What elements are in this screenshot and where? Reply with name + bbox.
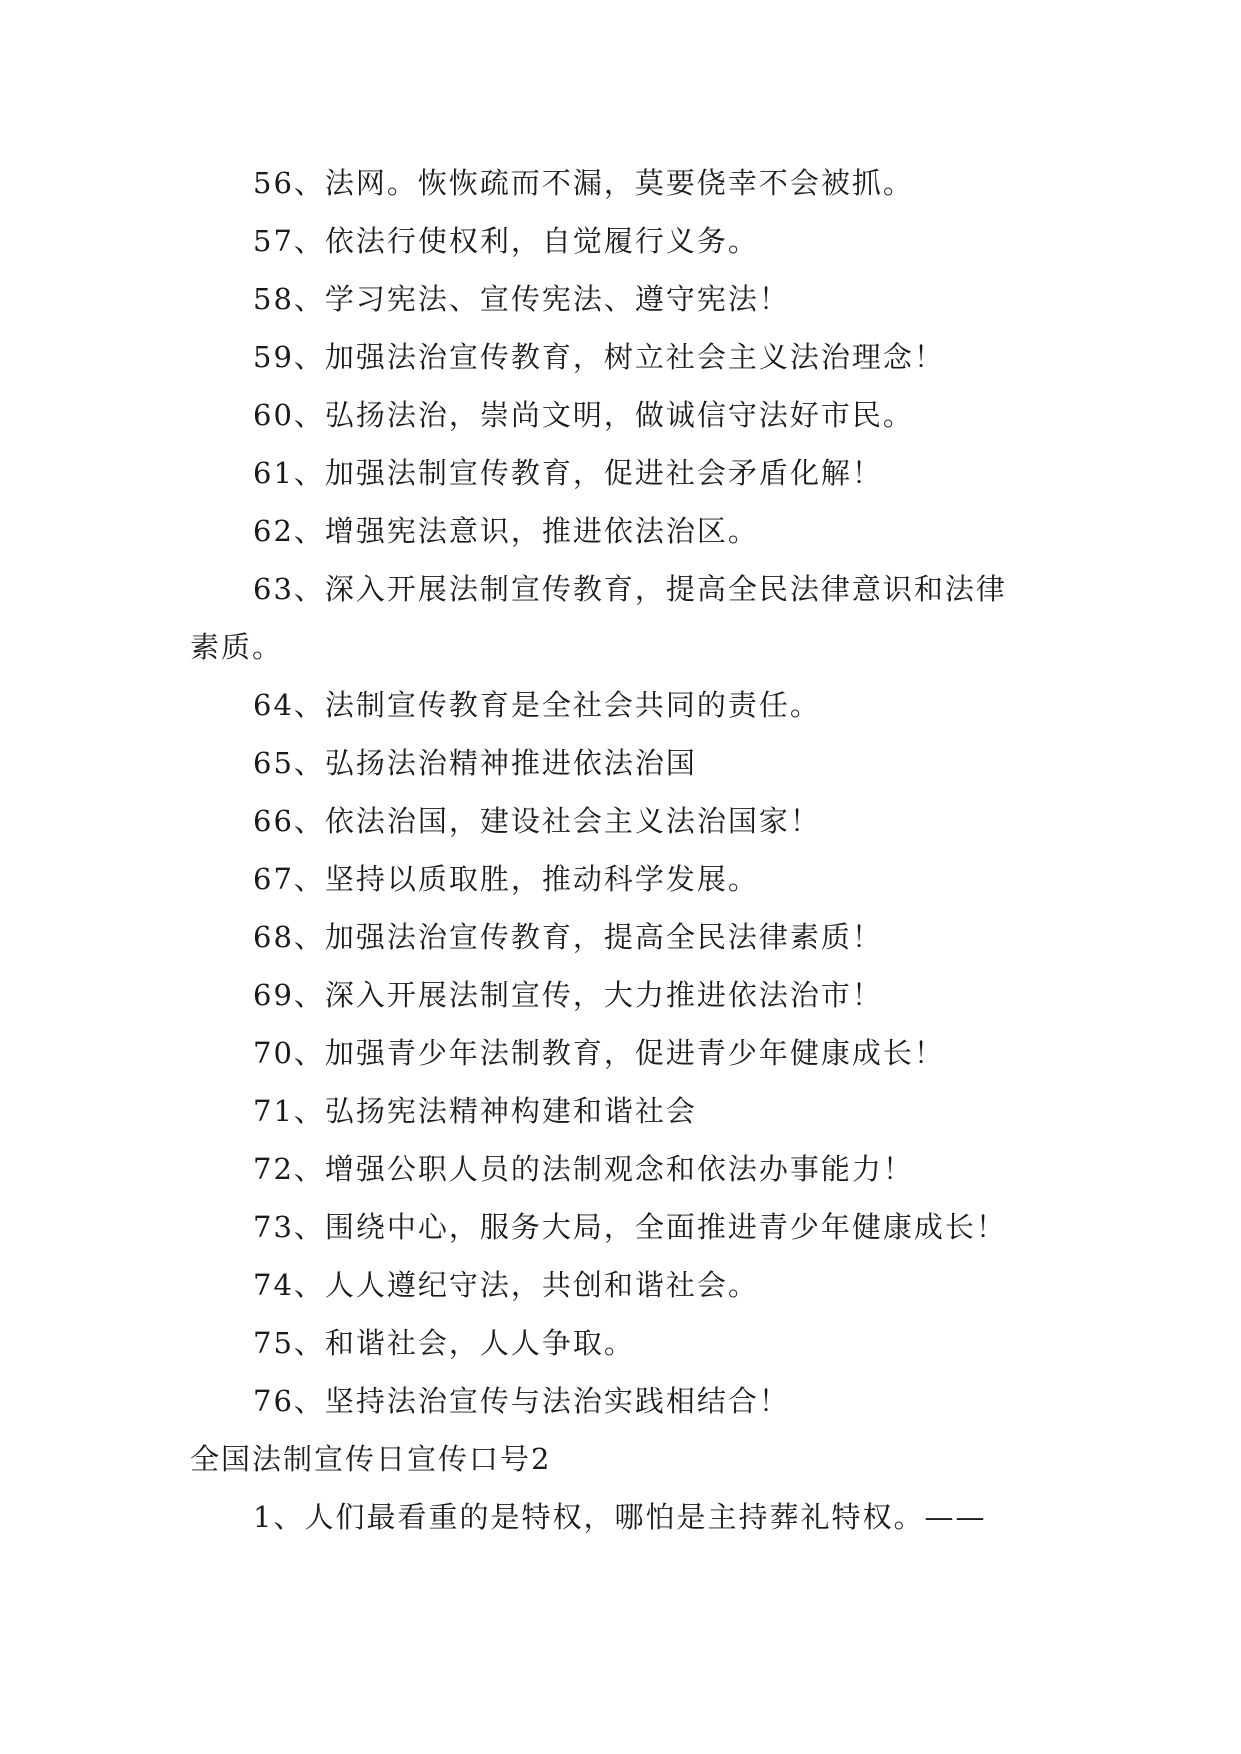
slogan-line-76: 76、坚持法治宣传与法治实践相结合！ [253,1384,790,1418]
slogan-line-68: 68、加强法治宣传教育，提高全民法律素质！ [253,920,883,954]
slogan-line-70: 70、加强青少年法制教育，促进青少年健康成长！ [253,1036,945,1070]
slogan-line-65: 65、弘扬法治精神推进依法治国 [253,746,697,780]
slogan-line-58: 58、学习宪法、宣传宪法、遵守宪法！ [253,282,790,316]
slogan-line-1: 1、人们最看重的是特权，哪怕是主持葬礼特权。—— [253,1500,987,1534]
slogan-line-63-continued: 素质。 [190,630,284,664]
slogan-line-72: 72、增强公职人员的法制观念和依法办事能力！ [253,1152,914,1186]
slogan-line-56: 56、法网。恢恢疏而不漏，莫要侥幸不会被抓。 [253,166,914,200]
slogan-line-66: 66、依法治国，建设社会主义法治国家！ [253,804,821,838]
slogan-line-59: 59、加强法治宣传教育，树立社会主义法治理念！ [253,340,945,374]
slogan-line-57: 57、依法行使权利，自觉履行义务。 [253,224,759,258]
slogan-line-74: 74、人人遵纪守法，共创和谐社会。 [253,1268,759,1302]
slogan-line-67: 67、坚持以质取胜，推动科学发展。 [253,862,759,896]
document-body [190,154,1070,1546]
slogan-line-62: 62、增强宪法意识，推进依法治区。 [253,514,759,548]
slogan-line-61: 61、加强法制宣传教育，促进社会矛盾化解！ [253,456,883,490]
slogan-line-73: 73、围绕中心，服务大局，全面推进青少年健康成长！ [253,1210,1007,1244]
slogan-line-71: 71、弘扬宪法精神构建和谐社会 [253,1094,697,1128]
section-heading: 全国法制宣传日宣传口号2 [190,1442,552,1476]
slogan-line-63: 63、深入开展法制宣传教育，提高全民法律意识和法律 [253,572,1007,606]
slogan-line-75: 75、和谐社会，人人争取。 [253,1326,635,1360]
slogan-line-60: 60、弘扬法治，崇尚文明，做诚信守法好市民。 [253,398,914,432]
slogan-line-64: 64、法制宣传教育是全社会共同的责任。 [253,688,821,722]
slogan-line-69: 69、深入开展法制宣传，大力推进依法治市！ [253,978,883,1012]
